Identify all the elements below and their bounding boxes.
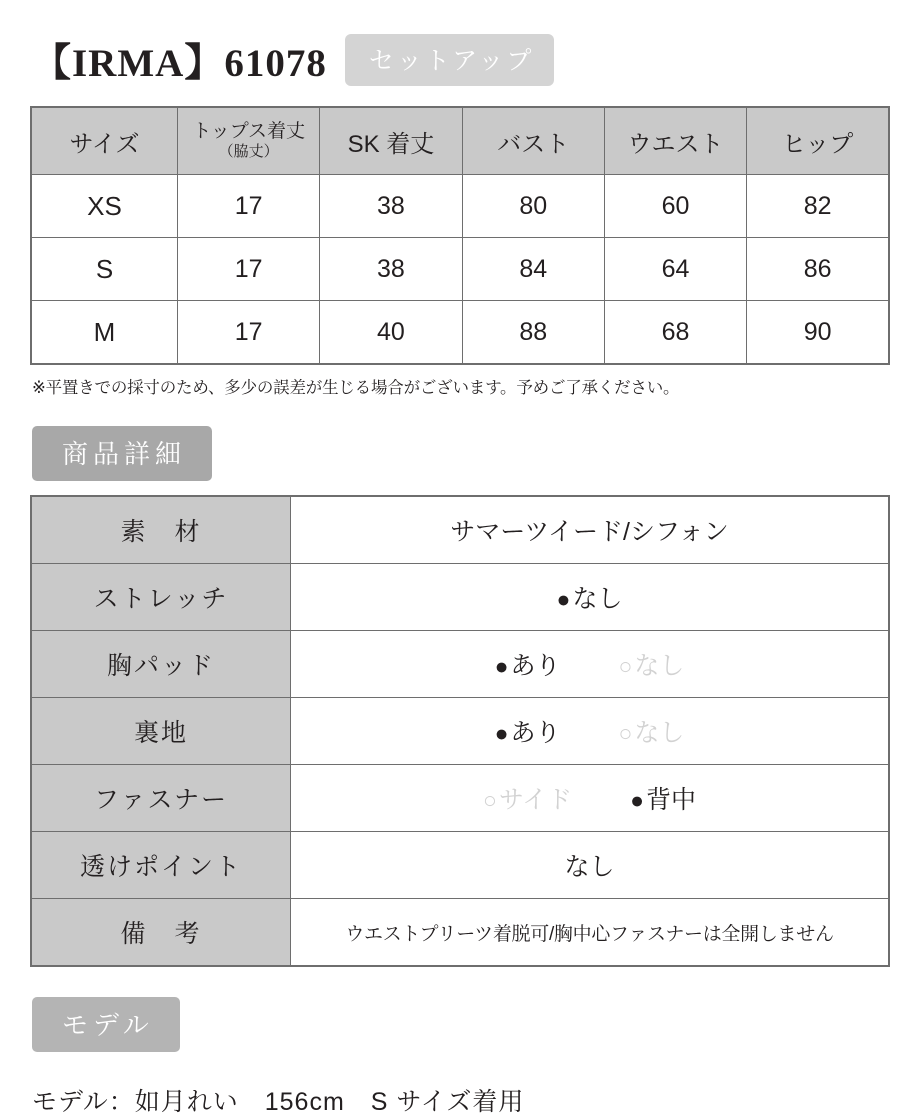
column-header-skirt-length: SK 着丈 xyxy=(320,107,462,175)
table-row xyxy=(31,496,889,564)
cell-bust: 84 xyxy=(462,238,604,301)
table-row xyxy=(31,899,889,967)
table-header-row xyxy=(31,107,889,175)
row-value-remarks: ウエストプリーツ着脱可/胸中心ファスナーは全開しません xyxy=(291,899,890,967)
detail-table-body xyxy=(31,496,889,966)
row-label-zipper: ファスナー xyxy=(31,765,291,832)
row-value-chest-pad xyxy=(291,631,890,698)
model-info: モデル：如月れい 156cm S サイズ着用 xyxy=(32,1088,525,1116)
cell-size: M xyxy=(31,301,178,365)
cell-tops: 17 xyxy=(178,175,320,238)
option-lining-yes xyxy=(495,713,561,749)
cell-size: XS xyxy=(31,175,178,238)
option-chest-pad-no xyxy=(619,646,685,682)
filled-circle-icon: ● xyxy=(494,720,509,746)
section-heading-model: モデル xyxy=(32,997,180,1052)
column-header-bust: バスト xyxy=(462,107,604,175)
row-label-chest-pad: 胸パッド xyxy=(31,631,291,698)
option-zipper-side xyxy=(483,780,572,816)
size-table-head xyxy=(31,107,889,175)
page-title xyxy=(32,32,890,88)
table-row xyxy=(31,301,889,365)
table-row xyxy=(31,631,889,698)
table-row xyxy=(31,175,889,238)
column-header-hip: ヒップ xyxy=(747,107,889,175)
measurement-note: ※平置きでの採寸のため、多少の誤差が生じる場合がございます。予めご了承ください。 xyxy=(32,379,680,397)
table-row xyxy=(31,765,889,832)
row-value-stretch xyxy=(291,564,890,631)
cell-tops: 17 xyxy=(178,238,320,301)
option-zipper-back xyxy=(630,780,696,816)
detail-table xyxy=(30,495,890,967)
brand-product-code: 【IRMA】61078 xyxy=(32,42,327,85)
empty-circle-icon: ○ xyxy=(618,653,633,679)
option-lining-yes-label: あり xyxy=(510,719,561,747)
option-group-zipper xyxy=(291,780,888,816)
option-lining-no-label: なし xyxy=(634,719,685,747)
option-lining-no xyxy=(619,713,685,749)
cell-bust: 88 xyxy=(462,301,604,365)
column-header-tops-length xyxy=(178,107,320,175)
cell-hip: 82 xyxy=(747,175,889,238)
row-value-material: サマーツイード/シフォン xyxy=(291,496,890,564)
column-header-waist: ウエスト xyxy=(604,107,746,175)
cell-bust: 80 xyxy=(462,175,604,238)
option-zipper-side-label: サイド xyxy=(498,786,573,814)
cell-skirt: 38 xyxy=(320,175,462,238)
row-label-sheer-point: 透けポイント xyxy=(31,832,291,899)
row-label-stretch: ストレッチ xyxy=(31,564,291,631)
cell-size: S xyxy=(31,238,178,301)
option-chest-pad-no-label: なし xyxy=(634,652,685,680)
filled-circle-icon: ● xyxy=(630,787,645,813)
size-table-body xyxy=(31,175,889,365)
row-label-lining: 裏地 xyxy=(31,698,291,765)
cell-hip: 86 xyxy=(747,238,889,301)
empty-circle-icon: ○ xyxy=(618,720,633,746)
cell-tops: 17 xyxy=(178,301,320,365)
row-label-remarks: 備 考 xyxy=(31,899,291,967)
option-stretch-none xyxy=(557,585,623,613)
cell-skirt: 40 xyxy=(320,301,462,365)
option-group-lining xyxy=(291,713,888,749)
filled-circle-icon: ● xyxy=(556,586,571,612)
table-row xyxy=(31,698,889,765)
table-row xyxy=(31,832,889,899)
row-value-sheer-point: なし xyxy=(291,832,890,899)
cell-waist: 64 xyxy=(604,238,746,301)
column-header-tops-length-main: トップス着丈 xyxy=(192,121,305,143)
option-chest-pad-yes xyxy=(495,646,561,682)
column-header-tops-length-sub: （脇丈） xyxy=(218,143,279,161)
row-value-lining xyxy=(291,698,890,765)
size-table xyxy=(30,106,890,365)
option-zipper-back-label: 背中 xyxy=(646,786,697,814)
table-row xyxy=(31,238,889,301)
empty-circle-icon: ○ xyxy=(482,787,497,813)
cell-waist: 60 xyxy=(604,175,746,238)
filled-circle-icon: ● xyxy=(494,653,509,679)
option-chest-pad-yes-label: あり xyxy=(510,652,561,680)
row-value-zipper xyxy=(291,765,890,832)
option-stretch-none-label: なし xyxy=(572,585,623,613)
column-header-size: サイズ xyxy=(31,107,178,175)
cell-skirt: 38 xyxy=(320,238,462,301)
cell-waist: 68 xyxy=(604,301,746,365)
row-label-material: 素 材 xyxy=(31,496,291,564)
cell-hip: 90 xyxy=(747,301,889,365)
category-badge: セットアップ xyxy=(345,34,555,86)
table-row xyxy=(31,564,889,631)
option-group-chest-pad xyxy=(291,646,888,682)
section-heading-detail: 商品詳細 xyxy=(32,426,212,481)
